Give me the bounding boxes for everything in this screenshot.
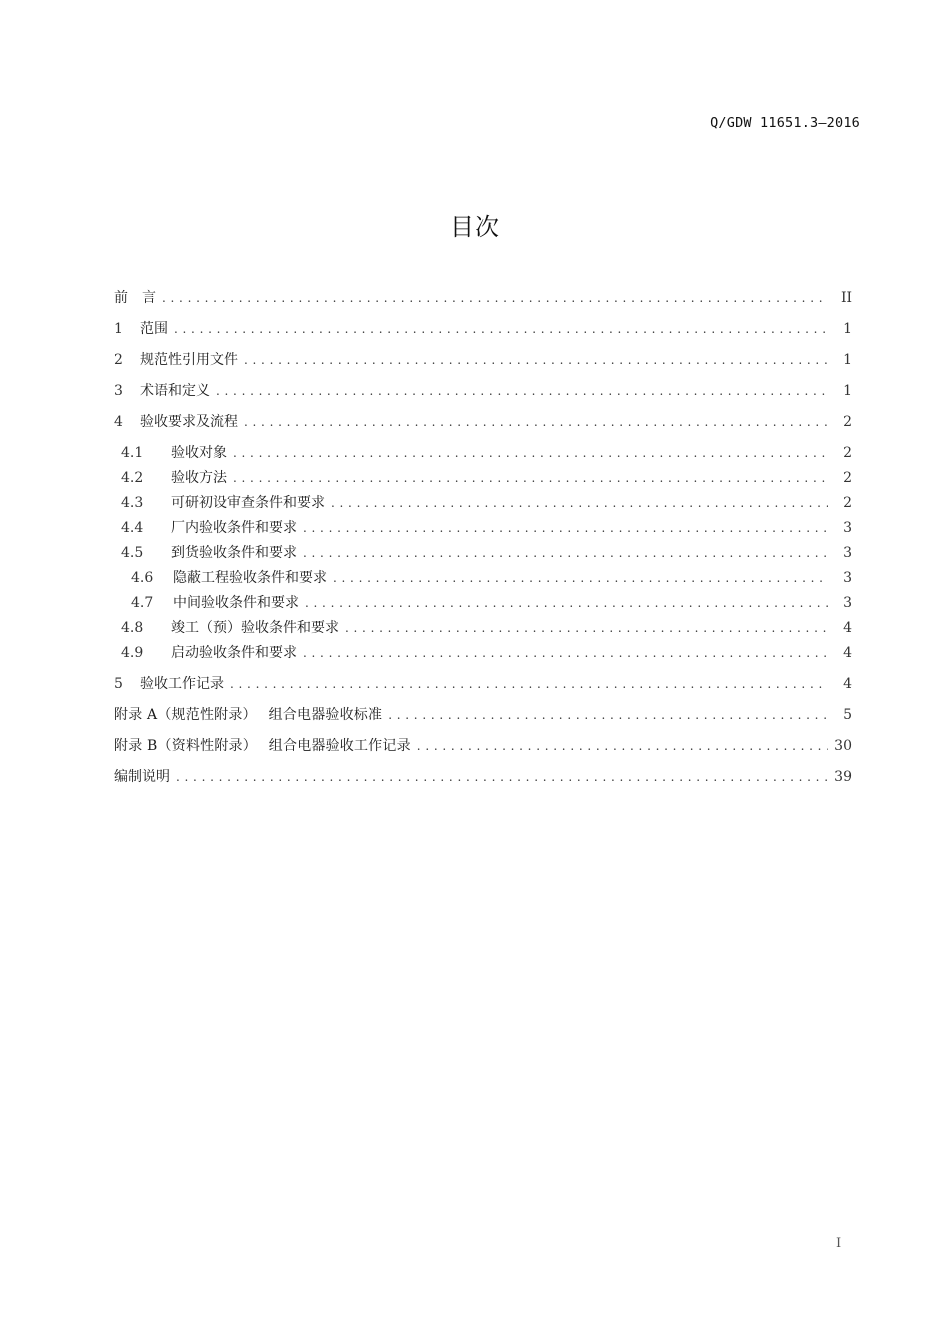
toc-entry-number: 4.7 (131, 595, 154, 611)
dot-leader (174, 319, 828, 339)
toc-entry-page: 4 (843, 620, 852, 636)
toc-entry-text: 编制说明 (114, 769, 170, 785)
toc-entry-page: II (840, 290, 852, 306)
toc-title: 目次 (450, 213, 500, 241)
toc-entry-number: 5 (114, 676, 123, 692)
toc-entry-page: 4 (843, 676, 852, 692)
dot-leader (388, 705, 828, 725)
toc-entry-4-1[interactable] (114, 443, 852, 463)
toc-entry-text: 隐蔽工程验收条件和要求 (173, 570, 327, 586)
toc-entry-appendix-b[interactable] (114, 736, 852, 756)
toc-entry-text: 到货验收条件和要求 (171, 545, 297, 561)
toc-entry-page: 30 (834, 738, 852, 754)
dot-leader (176, 767, 828, 787)
toc-entry-number: 4.4 (121, 520, 144, 536)
toc-entry-page: 3 (843, 595, 852, 611)
dot-leader (216, 381, 828, 401)
toc-entry-text: 附录 A（规范性附录） 组合电器验收标准 (114, 707, 383, 723)
toc-entry-page: 1 (843, 383, 852, 399)
toc-entry-compilation-notes[interactable] (114, 767, 852, 787)
toc-entry-page: 3 (843, 520, 852, 536)
toc-entry-page: 3 (843, 570, 852, 586)
dot-leader (233, 443, 828, 463)
page-number: I (836, 1236, 842, 1251)
toc-entry-text: 验收对象 (171, 445, 227, 461)
toc-entry-text: 规范性引用文件 (140, 352, 238, 368)
toc-entry-number: 4.6 (131, 570, 154, 586)
dot-leader (305, 593, 828, 613)
toc-entry-4[interactable] (114, 412, 852, 432)
toc-entry-4-3[interactable] (114, 493, 852, 513)
toc-entry-4-2[interactable] (114, 468, 852, 488)
standard-code: Q/GDW 11651.3—2016 (710, 115, 860, 131)
toc-entry-2[interactable] (114, 350, 852, 370)
toc-entry-foreword[interactable] (114, 288, 852, 308)
toc-entry-text: 范围 (140, 321, 168, 337)
dot-leader (303, 543, 828, 563)
toc-entry-number: 1 (114, 321, 123, 337)
toc-entry-text: 厂内验收条件和要求 (171, 520, 297, 536)
dot-leader (244, 350, 828, 370)
toc-entry-number: 4.2 (121, 470, 144, 486)
toc-entry-4-6[interactable] (114, 568, 852, 588)
toc-entry-number: 3 (114, 383, 123, 399)
toc-entry-4-8[interactable] (114, 618, 852, 638)
toc-entry-page: 4 (843, 645, 852, 661)
toc-entry-4-7[interactable] (114, 593, 852, 613)
toc-entry-text: 验收要求及流程 (140, 414, 238, 430)
toc-entry-5[interactable] (114, 674, 852, 694)
toc-entry-number: 4.9 (121, 645, 144, 661)
toc-entry-page: 2 (843, 495, 852, 511)
toc-entry-text: 附录 B（资料性附录） 组合电器验收工作记录 (114, 738, 411, 754)
dot-leader (230, 674, 828, 694)
toc-entry-4-5[interactable] (114, 543, 852, 563)
toc-entry-number: 4.3 (121, 495, 144, 511)
toc-entry-3[interactable] (114, 381, 852, 401)
toc-entry-text: 验收工作记录 (140, 676, 224, 692)
dot-leader (303, 643, 828, 663)
toc-entry-text: 中间验收条件和要求 (173, 595, 299, 611)
dot-leader (233, 468, 828, 488)
dot-leader (303, 518, 828, 538)
dot-leader (333, 568, 828, 588)
toc-entry-1[interactable] (114, 319, 852, 339)
toc-entry-text: 前 言 (114, 290, 156, 306)
toc-entry-page: 2 (843, 470, 852, 486)
toc-entry-number: 4.8 (121, 620, 144, 636)
toc-entry-number: 4.5 (121, 545, 144, 561)
toc-entry-page: 2 (843, 414, 852, 430)
toc-entry-page: 1 (843, 321, 852, 337)
dot-leader (331, 493, 828, 513)
toc-entry-page: 3 (843, 545, 852, 561)
toc-entry-4-9[interactable] (114, 643, 852, 663)
toc-entry-page: 2 (843, 445, 852, 461)
dot-leader (417, 736, 828, 756)
toc-entry-4-4[interactable] (114, 518, 852, 538)
toc-entry-appendix-a[interactable] (114, 705, 852, 725)
toc-entry-text: 启动验收条件和要求 (171, 645, 297, 661)
toc-entry-number: 2 (114, 352, 123, 368)
toc-entry-number: 4 (114, 414, 123, 430)
dot-leader (244, 412, 828, 432)
toc-entry-page: 5 (843, 707, 852, 723)
toc-entry-page: 39 (834, 769, 852, 785)
toc-entry-number: 4.1 (121, 445, 144, 461)
toc-entry-text: 术语和定义 (140, 383, 210, 399)
toc-entry-text: 竣工（预）验收条件和要求 (171, 620, 339, 636)
toc-entry-page: 1 (843, 352, 852, 368)
toc-entry-text: 可研初设审查条件和要求 (171, 495, 325, 511)
dot-leader (345, 618, 828, 638)
dot-leader (162, 288, 828, 308)
toc-entry-text: 验收方法 (171, 470, 227, 486)
